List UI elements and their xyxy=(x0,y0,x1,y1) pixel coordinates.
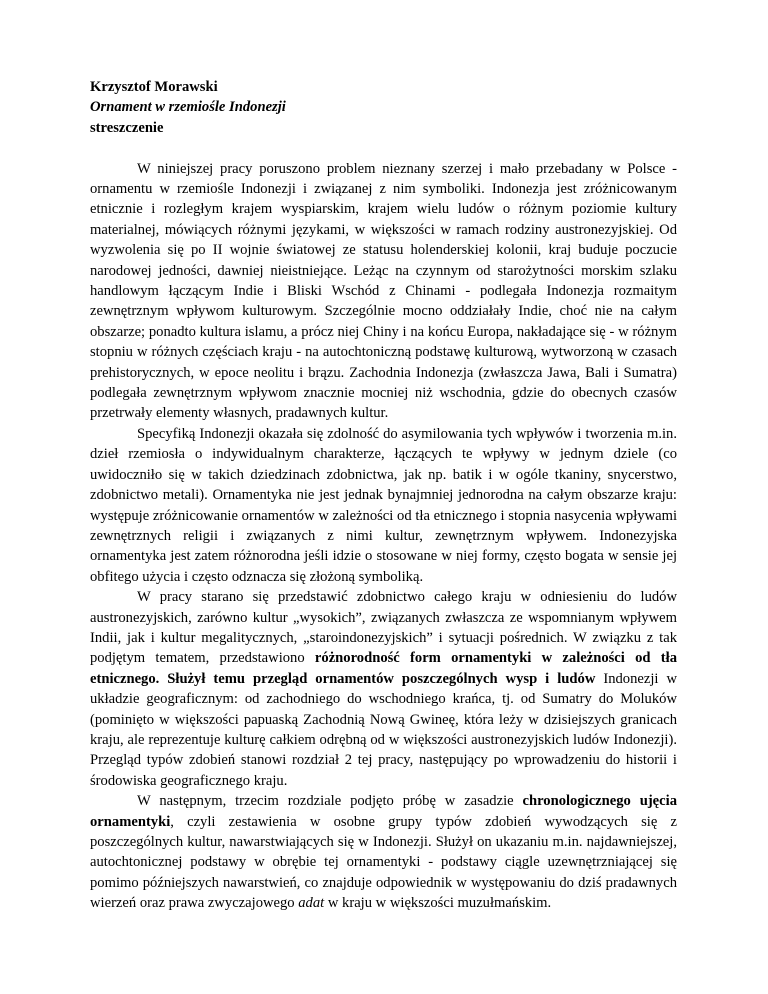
paragraph-3-emphasis: różnorodność form ornamentyki w zależności od tła etnicznego. Służył temu przegląd ornamentów poszczególnych wysp i ludów xyxy=(90,650,677,687)
paragraph-4-emphasis: chronologicznego ujęcia ornamentyki xyxy=(90,793,677,830)
paragraph-4-italic-term: adat xyxy=(298,895,325,912)
paragraph-2-text: Specyfiką Indonezji okazała się zdolność do asymilowania tych wpływów i tworzenia m.in. dzieł rzemiosła o indywidualnym charakterze, łączących te wpływy w jednym dziele (co uwidoczniło się w takich dziedzinach zdobnictwa, jak np. batik i w ogóle tkaniny, snycerstwo, zdobnictwo metali). Ornamentyka nie jest jednak bynajmniej jednorodna na całym obszarze kraju: występuje zróżnicowanie ornamentów w zależności od tła etnicznego i stopnia nasycenia wpływami zewnętrznych religii i związanych z nimi kultur, zewnętrznym wpływem. Indonezyjska ornamentyka jest zatem różnorodna jeśli idzie o stosowane w niej formy, często bogata w sensie jej obfitego użycia i często odznacza się złożoną symboliką. xyxy=(90,425,677,585)
paragraph-3-text-a: W pracy starano się przedstawić zdobnictwo całego kraju w odniesieniu do ludów austronezyjskich, zarówno kultur „wysokich”, związanych zwłaszcza ze wspomnianym wpływem Indii, jak i kultur megalitycznych, „staroindonezyjskich” i sytuacji pośrednich. W związku z tak podjętym tematem, przedstawiono xyxy=(90,589,677,667)
paragraph-1-text: W niniejszej pracy poruszono problem nieznany szerzej i mało przebadany w Polsce - ornamentu w rzemiośle Indonezji i związanej z nim symboliki. Indonezja jest zróżnicowanym etnicznie i rozległym krajem wyspiarskim, krajem wielu ludów o różnym poziomie kultury materialnej, mówiących różnymi językami, w większości w ramach rodziny austronezyjskiej. Od wyzwolenia się po II wojnie światowej ze statusu holenderskiej kolonii, kraj buduje poczucie narodowej jedności, dawniej nieistniejące. Leżąc na czynnym od starożytności morskim szlaku handlowym łączącym Indie i Bliski Wschód z Chinami - podlegała Indonezja rozmaitym zewnętrznym wpływom kulturowym. Szczególnie mocno oddziałały Indie, choć nie na całym obszarze; ponadto kultura islamu, a prócz niej Chiny i na końcu Europa, nakładające się - w różnym stopniu w różnych częściach kraju - na autochtoniczną podstawę kulturową, wytworzoną w czasach prehistorycznych, w epoce neolitu i brązu. Zachodnia Indonezja (zwłaszcza Jawa, Bali i Sumatra) podlegała zewnętrznym wpływom znacznie mocniej niż wschodnia, gdzie do obecnych czasów przetrwały elementy własnych, pradawnych kultur. xyxy=(90,160,677,422)
paragraph-4-text-b: , czyli zestawienia w osobne grupy typów zdobień wywodzących się z poszczególnych kultur, nawarstwiających się w Indonezji. Służył on ukazaniu m.in. najdawniejszej, autochtonicznej podstawy w obrębie tej ornamentyki - podstawy ciągle uzewnętrzniającej się pomimo późniejszych nawarstwień, co znajduje odpowiednik w występowaniu do dziś pradawnych wierzeń oraz prawa zwyczajowego xyxy=(90,813,677,912)
document-title: Ornament w rzemiośle Indonezji xyxy=(90,99,286,116)
document-subtitle: streszczenie xyxy=(90,119,164,136)
author-name: Krzysztof Morawski xyxy=(90,79,218,95)
paragraph-3-text-b: Indonezji w układzie geograficznym: od zachodniego do wschodniego krańca, tj. od Sumatry do Moluków (pominięto w większości papuaską Zachodnią Nową Gwineę, która leży w dzisiejszych granicach kraju, ale reprezentuje kulturę całkiem odrębną od w większości austronezyjskich ludów Indonezji). Przegląd typów zdobień stanowi rozdział 2 tej pracy, następujący po wprowadzeniu do historii i środowiska geograficznego kraju. xyxy=(90,670,677,789)
paragraph-3 xyxy=(90,587,677,791)
paragraph-4-text-c: w kraju w większości muzułmańskim. xyxy=(324,895,552,912)
header-spacer xyxy=(90,138,677,158)
paragraph-2 xyxy=(90,424,677,587)
document-page xyxy=(90,77,677,914)
paragraph-4 xyxy=(90,791,677,913)
paragraph-1 xyxy=(90,159,677,424)
paragraph-4-text-a: W następnym, trzecim rozdziale podjęto próbę w zasadzie xyxy=(137,793,523,810)
